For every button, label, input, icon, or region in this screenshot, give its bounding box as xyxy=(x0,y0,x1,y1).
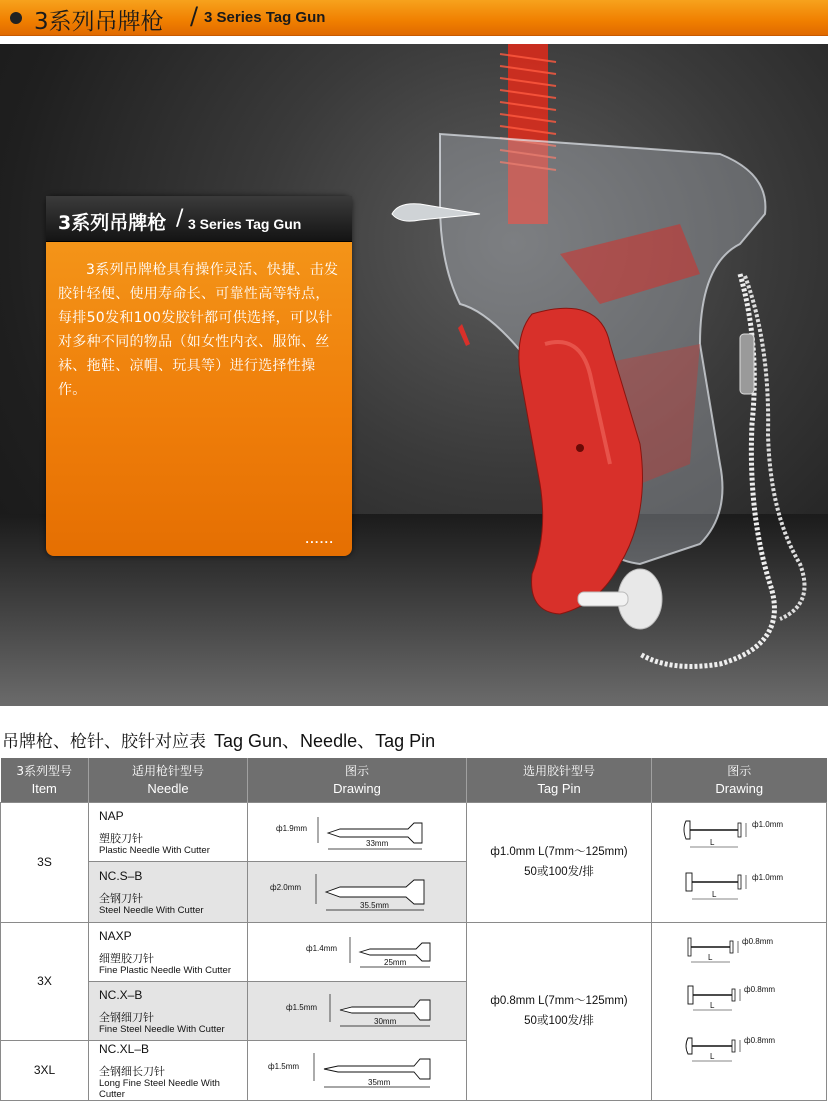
product-photo xyxy=(0,44,828,706)
header-cn: 图示 xyxy=(344,763,369,778)
needle-length: 35mm xyxy=(368,1078,391,1087)
needle-drawing-cell xyxy=(248,922,467,981)
header-needle-drawing xyxy=(248,758,467,802)
needle-length: 35.5mm xyxy=(360,900,389,910)
header-separator: / xyxy=(190,2,199,30)
header-pin-drawing xyxy=(652,758,827,802)
needle-drawing xyxy=(248,982,467,1036)
header-tag-pin xyxy=(467,758,652,802)
needle-diameter: ф2.0mm xyxy=(270,882,302,892)
spec-table xyxy=(0,758,827,1101)
pin-diameter: ф1.0mm xyxy=(752,820,784,829)
table-row xyxy=(1,802,827,861)
section-title-cn: 吊牌枪、枪针、胶针对应表 xyxy=(2,732,206,752)
header-en: Item xyxy=(31,780,57,796)
needle-diameter: ф1.4mm xyxy=(306,943,338,953)
needle-cell xyxy=(89,802,248,861)
needle-diameter: ф1.5mm xyxy=(268,1062,300,1071)
pin-length-label: L xyxy=(710,838,715,847)
tag-pin-spec: ф1.0mm L(7mm～125mm) xyxy=(490,846,628,858)
header-cn: 图示 xyxy=(727,763,752,778)
needle-diameter: ф1.9mm xyxy=(276,823,308,833)
tag-pin-qty: 50或100发/排 xyxy=(524,1015,594,1027)
pin-length-label: L xyxy=(712,890,717,899)
needle-code: NAP xyxy=(99,808,124,823)
info-box-title-en: 3 Series Tag Gun xyxy=(188,216,302,232)
table-row xyxy=(1,922,827,981)
needle-cell xyxy=(89,981,248,1040)
bullet-icon xyxy=(10,12,22,24)
pin-drawing-cell xyxy=(652,922,827,1100)
item-cell: 3XL xyxy=(1,1040,89,1100)
tag-pin-cell xyxy=(467,802,652,922)
pin-length-label: L xyxy=(710,1052,715,1061)
header-item xyxy=(1,758,89,802)
pin-diameter: ф0.8mm xyxy=(744,1036,776,1045)
info-box-title-bar xyxy=(46,196,352,242)
pin-diameter: ф0.8mm xyxy=(742,937,774,946)
header-en: Tag Pin xyxy=(537,780,581,796)
needle-name-cn: 塑胶刀针 xyxy=(99,831,143,845)
needle-cell xyxy=(89,922,248,981)
needle-length: 25mm xyxy=(384,957,407,967)
info-box xyxy=(46,196,352,556)
needle-diameter: ф1.5mm xyxy=(286,1002,318,1012)
needle-code: NC.X–B xyxy=(99,987,143,1002)
needle-drawing-cell xyxy=(248,1040,467,1100)
section-title-en: Tag Gun、Needle、Tag Pin xyxy=(214,731,436,751)
needle-drawing xyxy=(248,862,467,918)
header-needle xyxy=(89,758,248,802)
needle-drawing xyxy=(248,923,467,977)
header-en: Drawing xyxy=(715,780,764,796)
header-cn: 3系列型号 xyxy=(16,763,73,778)
tag-pin-cell xyxy=(467,922,652,1100)
info-box-description: 3系列吊牌枪具有操作灵活、快捷、击发胶针轻便、使用寿命长、可靠性高等特点，每排50发和100发胶针都可供选择，可以针对多种不同的物品（如女性内衣、服饰、丝袜、拖鞋、凉帽、玩具等）进行选择性操作。 xyxy=(58,262,339,398)
pin-diameter: ф1.0mm xyxy=(752,873,784,882)
page-header xyxy=(0,0,828,36)
header-en: Drawing xyxy=(333,780,381,796)
pin-drawing-cell xyxy=(652,802,827,922)
header-en: Needle xyxy=(147,780,189,796)
pin-drawing xyxy=(652,928,827,1090)
needle-length: 30mm xyxy=(374,1016,397,1026)
more-dots: ...... xyxy=(305,535,334,546)
header-cn: 适用枪针型号 xyxy=(131,763,204,778)
table-header-row xyxy=(1,758,827,802)
needle-drawing-cell xyxy=(248,861,467,922)
header-cn: 选用胶针型号 xyxy=(522,763,595,778)
info-box-separator: / xyxy=(176,206,184,231)
needle-name-cn: 全钢细刀针 xyxy=(99,1010,154,1024)
pin-length-label: L xyxy=(708,953,713,962)
needle-name-en: Long Fine Steel Needle With Cutter xyxy=(99,1077,220,1100)
needle-code: NC.XL–B xyxy=(99,1041,150,1056)
needle-cell xyxy=(89,1040,248,1100)
header-title-cn: 3系列吊牌枪 xyxy=(34,9,164,35)
needle-name-en: Plastic Needle With Cutter xyxy=(99,844,210,856)
tag-pin-spec: ф0.8mm L(7mm～125mm) xyxy=(490,995,628,1007)
needle-drawing xyxy=(248,803,467,857)
item-cell: 3S xyxy=(1,802,89,922)
needle-name-cn: 细塑胶刀针 xyxy=(99,951,154,965)
section-title xyxy=(2,727,435,753)
item-cell: 3X xyxy=(1,922,89,1040)
needle-name-cn: 全钢细长刀针 xyxy=(99,1064,165,1078)
needle-code: NC.S–B xyxy=(99,868,143,883)
needle-code: NAXP xyxy=(99,928,132,943)
pin-length-label: L xyxy=(710,1001,715,1010)
needle-name-en: Fine Steel Needle With Cutter xyxy=(99,1023,225,1035)
needle-length: 33mm xyxy=(366,838,389,848)
needle-name-cn: 全钢刀针 xyxy=(99,891,143,905)
pin-diameter: ф0.8mm xyxy=(744,985,776,994)
info-box-title-cn: 3系列吊牌枪 xyxy=(58,212,167,234)
needle-name-en: Steel Needle With Cutter xyxy=(99,904,204,916)
needle-drawing-cell xyxy=(248,981,467,1040)
pin-drawing xyxy=(652,805,827,915)
needle-drawing xyxy=(248,1041,467,1095)
needle-drawing-cell xyxy=(248,802,467,861)
header-title-en: 3 Series Tag Gun xyxy=(204,9,326,26)
tag-pin-qty: 50或100发/排 xyxy=(524,866,594,878)
needle-name-en: Fine Plastic Needle With Cutter xyxy=(99,964,231,976)
needle-cell xyxy=(89,861,248,922)
